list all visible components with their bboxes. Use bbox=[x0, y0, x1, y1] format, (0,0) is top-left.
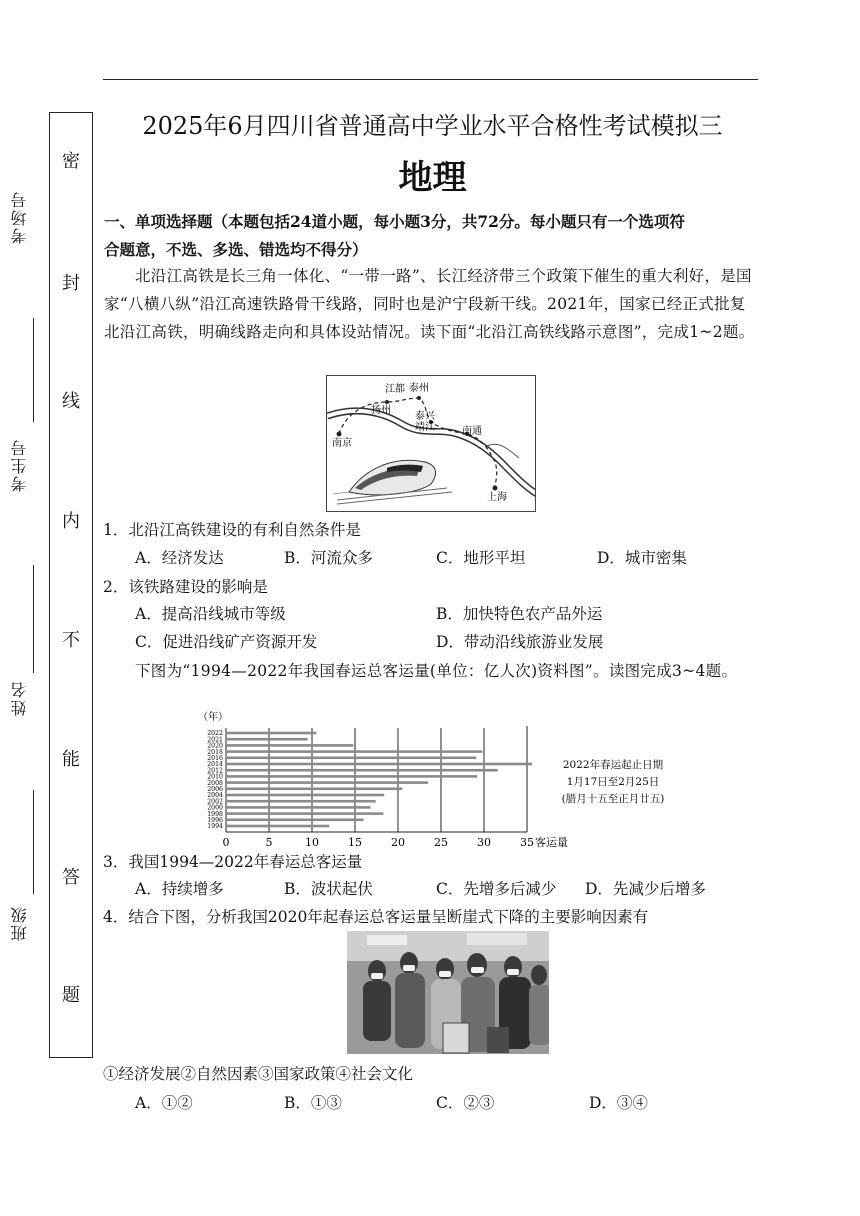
x-tick-label: 35 bbox=[520, 836, 534, 849]
bar-2012 bbox=[226, 769, 498, 772]
y-tick-label: 2008 bbox=[207, 779, 223, 787]
bar-2006 bbox=[226, 788, 402, 791]
seal-char: 线 bbox=[62, 391, 80, 412]
seal-char: 内 bbox=[62, 511, 80, 532]
x-tick-label: 0 bbox=[222, 836, 230, 849]
bar-2010 bbox=[226, 775, 477, 778]
x-tick-label: 25 bbox=[434, 836, 448, 849]
bar-1998 bbox=[226, 812, 383, 815]
city-label: 泰州 bbox=[409, 383, 429, 394]
seal-char: 封 bbox=[62, 273, 80, 294]
chart-annotation: 1月17日至2月25日 bbox=[566, 776, 660, 788]
bar-2004 bbox=[226, 794, 384, 797]
bar-2022 bbox=[226, 732, 316, 735]
question-3-option-d[interactable]: D．先减少后增多 bbox=[585, 880, 706, 898]
section-heading bbox=[104, 208, 760, 264]
seal-line-box bbox=[49, 112, 93, 1058]
city-label: 南通 bbox=[462, 426, 482, 437]
x-tick-label: 20 bbox=[391, 836, 405, 849]
question-4-factors: ①经济发展②自然因素③国家政策④社会文化 bbox=[103, 1065, 414, 1083]
exam-title: 2025年6月四川省普通高中学业水平合格性考试模拟三 bbox=[142, 112, 723, 140]
question-1-option-b[interactable]: B．河流众多 bbox=[284, 549, 373, 567]
question-4-option-b[interactable]: B．①③ bbox=[284, 1094, 342, 1112]
question-1-option-d[interactable]: D．城市密集 bbox=[597, 549, 687, 567]
question-4-option-a[interactable]: A．①② bbox=[135, 1094, 193, 1112]
city-label: 江都 bbox=[385, 384, 405, 395]
candidate-number-label: 考生号 bbox=[10, 438, 29, 492]
question-2-stem: 2．该铁路建设的影响是 bbox=[103, 578, 268, 596]
question-2-option-d[interactable]: D．带动沿线旅游业发展 bbox=[436, 633, 604, 651]
y-axis-label: （年） bbox=[198, 712, 228, 723]
exam-room-line bbox=[33, 318, 34, 422]
bar-1994 bbox=[226, 825, 329, 828]
bar-1996 bbox=[226, 819, 364, 822]
bar-2018 bbox=[226, 750, 482, 753]
chart-annotation: (腊月十五至正月廿五) bbox=[561, 793, 665, 805]
y-tick-label: 2021 bbox=[207, 736, 223, 744]
y-tick-label: 1998 bbox=[207, 810, 223, 818]
candidate-number-line bbox=[33, 565, 34, 673]
high-speed-train-illustration bbox=[333, 460, 452, 504]
question-3-option-a[interactable]: A．持续增多 bbox=[135, 880, 224, 898]
crowd-photo-illustration bbox=[347, 931, 549, 1054]
question-2-option-c[interactable]: C．促进沿线矿产资源开发 bbox=[135, 633, 318, 651]
spring-festival-traffic-chart bbox=[188, 706, 708, 852]
seal-char: 密 bbox=[62, 151, 80, 172]
bar-2020 bbox=[226, 744, 353, 747]
section-heading-line: 一、单项选择题（本题包括24道小题，每小题3分，共72分。每小题只有一个选项符 bbox=[104, 212, 685, 231]
top-rule bbox=[103, 79, 758, 80]
city-label: 靖江 bbox=[415, 422, 435, 433]
name-label: 姓名 bbox=[10, 680, 29, 716]
question-4-option-d[interactable]: D．③④ bbox=[589, 1094, 648, 1112]
seal-char: 答 bbox=[62, 867, 80, 888]
city-label: 南京 bbox=[332, 438, 352, 449]
bar-2002 bbox=[226, 800, 376, 803]
question-2-option-a[interactable]: A．提高沿线城市等级 bbox=[135, 605, 286, 623]
y-tick-label: 2016 bbox=[207, 755, 223, 762]
question-1-option-c[interactable]: C．地形平坦 bbox=[436, 549, 526, 567]
x-tick-label: 30 bbox=[477, 836, 491, 849]
section-heading-line: 合题意，不选、多选、错选均不得分） bbox=[104, 240, 368, 259]
y-tick-label: 2012 bbox=[207, 767, 223, 775]
question-3-option-c[interactable]: C．先增多后减少 bbox=[436, 880, 557, 898]
y-tick-label: 2004 bbox=[207, 792, 223, 800]
y-tick-label: 1996 bbox=[207, 817, 223, 824]
class-label: 班级 bbox=[10, 905, 29, 941]
city-label: 泰兴 bbox=[415, 411, 435, 422]
passage-railway: 北沿江高铁是长三角一体化、“一带一路”、长江经济带三个政策下催生的重大利好，是国家“八横八纵”沿江高速铁路骨干线路，同时也是沪宁段新干线。2021年，国家已经正式批复北沿江高铁，明确线路走向和具体设站情况。读下面“北沿江高铁线路示意图”，完成1~2题。 bbox=[104, 267, 755, 341]
y-tick-label: 2020 bbox=[207, 742, 223, 750]
city-label: 扬州 bbox=[371, 405, 391, 416]
exam-room-label: 考场号 bbox=[10, 190, 29, 244]
question-4-stem: 4．结合下图，分析我国2020年起春运总客运量呈断崖式下降的主要影响因素有 bbox=[103, 908, 649, 926]
bar-2000 bbox=[226, 806, 370, 809]
question-4-option-c[interactable]: C．②③ bbox=[436, 1094, 495, 1112]
y-tick-label: 2022 bbox=[207, 730, 223, 738]
x-tick-label: 5 bbox=[265, 836, 273, 849]
x-tick-label: 10 bbox=[305, 836, 319, 849]
y-tick-label: 2002 bbox=[207, 798, 223, 806]
y-tick-label: 2010 bbox=[207, 773, 223, 781]
seal-char: 能 bbox=[62, 749, 80, 770]
question-2-option-b[interactable]: B．加快特色农产品外运 bbox=[436, 605, 603, 623]
question-3-option-b[interactable]: B．波状起伏 bbox=[284, 880, 373, 898]
seal-char: 不 bbox=[62, 630, 80, 651]
passage-chart-intro: 下图为“1994—2022年我国春运总客运量(单位：亿人次)资料图”。读图完成3~4题。 bbox=[135, 662, 738, 680]
y-tick-label: 2006 bbox=[207, 786, 223, 793]
x-axis-label: 客运量 bbox=[535, 836, 568, 849]
railway-map bbox=[327, 376, 536, 512]
bar-2014 bbox=[226, 763, 532, 766]
y-tick-label: 2018 bbox=[207, 748, 223, 756]
y-tick-label: 1994 bbox=[207, 823, 223, 831]
question-1-option-a[interactable]: A．经济发达 bbox=[135, 549, 224, 567]
city-label: 上海 bbox=[487, 492, 507, 503]
bar-2021 bbox=[226, 738, 308, 741]
seal-char: 题 bbox=[62, 985, 80, 1006]
subject-title: 地理 bbox=[398, 158, 467, 198]
bar-2016 bbox=[226, 757, 476, 760]
chart-svg bbox=[188, 706, 708, 852]
name-line bbox=[33, 790, 34, 894]
y-tick-label: 2014 bbox=[207, 761, 223, 769]
y-tick-label: 2000 bbox=[207, 804, 223, 812]
railway-map-figure bbox=[326, 375, 536, 512]
chart-annotation: 2022年春运起止日期 bbox=[562, 759, 664, 771]
bar-2008 bbox=[226, 781, 428, 784]
question-3-stem: 3．我国1994—2022年春运总客运量 bbox=[103, 853, 363, 871]
travelers-photo bbox=[347, 931, 549, 1054]
x-tick-label: 15 bbox=[348, 836, 362, 849]
question-1-stem: 1．北沿江高铁建设的有利自然条件是 bbox=[103, 521, 361, 539]
